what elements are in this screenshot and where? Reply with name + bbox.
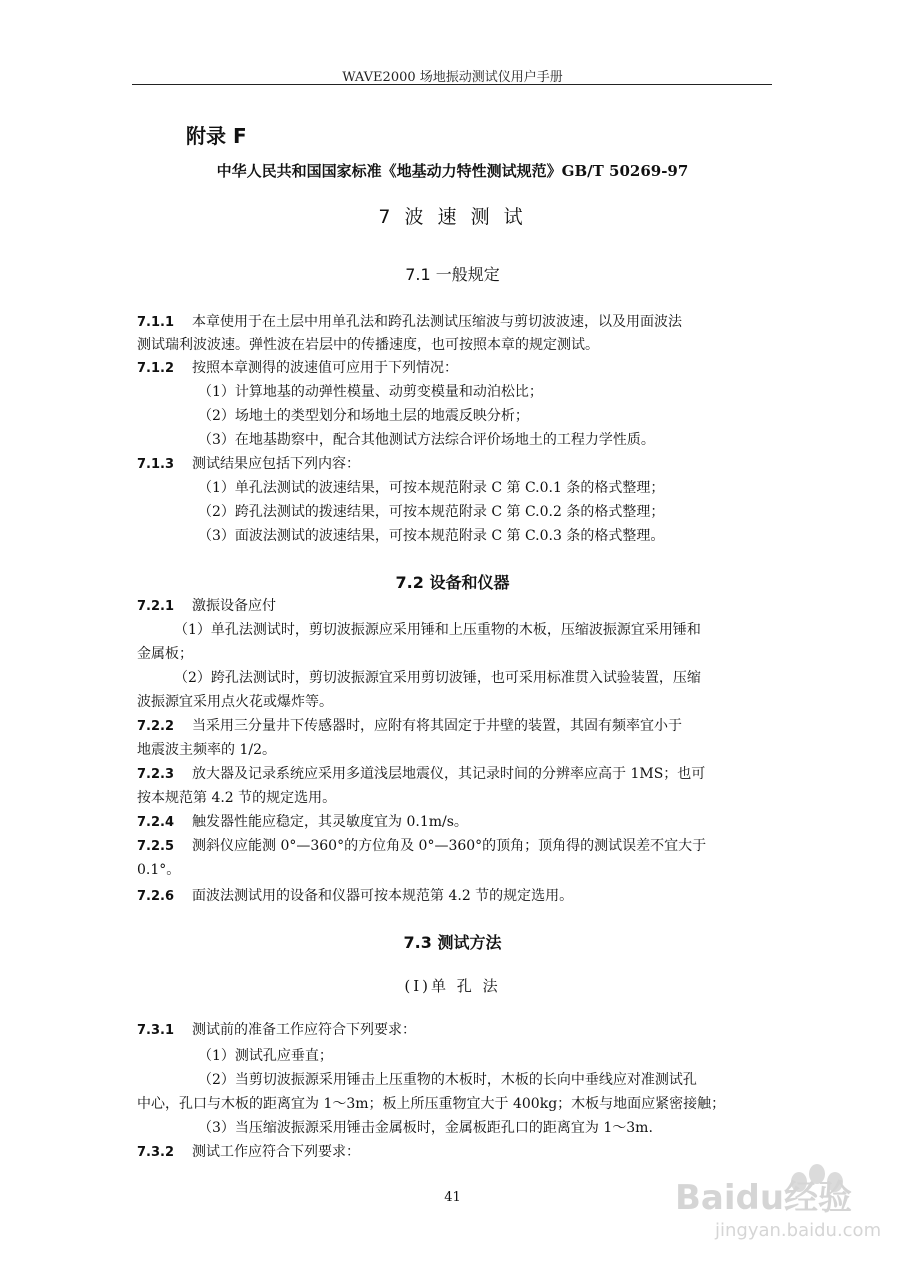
clause-text: 中心，孔口与木板的距离宜为 1～3m；板上所压重物宜大于 400kg；木板与地面应紧密接触； [137, 1096, 726, 1112]
header-rule [132, 84, 772, 85]
baidu-watermark [585, 1160, 885, 1260]
clause-text: 按本规范第 4.2 节的规定选用。 [137, 790, 337, 806]
clause-text: （1）单孔法测试的波速结果，可按本规范附录 C 第 C.0.1 条的格式整理； [198, 480, 665, 496]
clause-number: 7.3.1 [137, 1023, 175, 1038]
body-line [174, 668, 701, 688]
clause-text: （1）测试孔应垂直； [198, 1048, 333, 1064]
clause-number: 7.2.4 [137, 815, 175, 830]
clause-text: 放大器及记录系统应采用多道浅层地震仪，其记录时间的分辨率应高于 1MS；也可 [192, 766, 706, 782]
clause-text: 激振设备应付 [192, 598, 277, 614]
chapter-title: 7 波 速 测 试 [378, 206, 527, 228]
clause-text: 本章使用于在土层中用单孔法和跨孔法测试压缩波与剪切波波速，以及用面波法 [192, 314, 683, 330]
standard-title: 中华人民共和国国家标准《地基动力特性测试规范》GB/T 50269-97 [216, 162, 689, 180]
body-line [198, 1046, 333, 1066]
clause-text: 测试工作应符合下列要求： [192, 1144, 361, 1160]
body-line [137, 1142, 360, 1163]
body-line [137, 596, 276, 617]
body-line [137, 788, 336, 808]
body-line [137, 764, 705, 785]
clause-text: 测试瑞利波波速。弹性波在岩层中的传播速度，也可按照本章的规定测试。 [137, 337, 599, 353]
clause-number: 7.2.6 [137, 889, 175, 904]
running-header: WAVE2000 场地振动测试仪用户手册 [342, 70, 563, 85]
clause-text: 波振源宜采用点火花或爆炸等。 [137, 694, 333, 710]
body-line [137, 1094, 725, 1114]
clause-text: （3）当压缩波振源采用锤击金属板时，金属板距孔口的距离宜为 1～3m. [198, 1120, 653, 1136]
body-line [198, 430, 655, 450]
section-7-3-title: 7.3 测试方法 [403, 933, 502, 952]
body-line [198, 1070, 697, 1090]
clause-text: 测斜仪应能测 0°—360°的方位角及 0°—360°的顶角；顶角得的测试误差不宜大于 [192, 838, 707, 854]
clause-text: 测试前的准备工作应符合下列要求： [192, 1022, 417, 1038]
body-line [198, 502, 664, 522]
body-line [137, 644, 193, 664]
appendix-heading: 附录 F [186, 124, 247, 148]
clause-number: 7.1.1 [137, 315, 175, 330]
clause-number: 7.2.2 [137, 719, 175, 734]
clause-text: （2）场地土的类型划分和场地土层的地震反映分析； [198, 408, 529, 424]
watermark-url: jingyan.baidu.com [715, 1220, 882, 1241]
clause-number: 7.2.3 [137, 767, 175, 782]
clause-text: （2）当剪切波振源采用锤击上压重物的木板时，木板的长向中垂线应对准测试孔 [198, 1072, 697, 1088]
clause-number: 7.2.5 [137, 839, 175, 854]
clause-text: 地震波主频率的 1/2。 [137, 742, 276, 758]
body-line [198, 478, 664, 498]
subsection-single-hole: (I)单 孔 法 [404, 977, 501, 995]
body-line [137, 860, 180, 880]
body-line [137, 312, 682, 333]
clause-number: 7.1.2 [137, 361, 175, 376]
clause-text: （1）计算地基的动弹性模量、动剪变模量和动泊松比； [198, 384, 543, 400]
section-7-2-title: 7.2 设备和仪器 [395, 573, 510, 592]
body-line [198, 526, 664, 546]
body-line [198, 406, 529, 426]
body-line [137, 1020, 416, 1041]
body-line [137, 692, 333, 712]
body-line [137, 836, 706, 857]
clause-text: 按照本章测得的波速值可应用于下列情况： [192, 360, 459, 376]
body-line [198, 1118, 653, 1138]
body-line [137, 358, 458, 379]
body-line [137, 886, 573, 907]
section-7-1-title: 7.1 一般规定 [405, 265, 500, 284]
clause-number: 7.2.1 [137, 599, 175, 614]
clause-text: 当采用三分量井下传感器时，应附有将其固定于井壁的装置，其固有频率宜小于 [192, 718, 683, 734]
clause-number: 7.1.3 [137, 457, 175, 472]
body-line [137, 812, 468, 833]
clause-number: 7.3.2 [137, 1145, 175, 1160]
body-line [137, 454, 360, 475]
clause-text: 测试结果应包括下列内容： [192, 456, 361, 472]
clause-text: （3）面波法测试的波速结果，可按本规范附录 C 第 C.0.3 条的格式整理。 [198, 528, 665, 544]
watermark-brand: Baidu经验 [675, 1178, 853, 1218]
clause-text: 面波法测试用的设备和仪器可按本规范第 4.2 节的规定选用。 [192, 888, 574, 904]
clause-text: （2）跨孔法测试的拨速结果，可按本规范附录 C 第 C.0.2 条的格式整理； [198, 504, 665, 520]
clause-text: （2）跨孔法测试时，剪切波振源宜采用剪切波锤，也可采用标准贯入试验装置，压缩 [174, 670, 701, 686]
page-number: 41 [444, 1190, 461, 1205]
clause-text: 金属板； [137, 646, 193, 662]
clause-text: （3）在地基勘察中，配合其他测试方法综合评价场地土的工程力学性质。 [198, 432, 655, 448]
body-line [137, 335, 599, 355]
clause-text: 触发器性能应稳定，其灵敏度宜为 0.1m/s。 [192, 814, 468, 830]
body-line [137, 740, 276, 760]
clause-text: 0.1°。 [137, 862, 181, 878]
body-line [174, 620, 701, 640]
clause-text: （1）单孔法测试时，剪切波振源应采用锤和上压重物的木板，压缩波振源宜采用锤和 [174, 622, 701, 638]
body-line [198, 382, 543, 402]
body-line [137, 716, 682, 737]
